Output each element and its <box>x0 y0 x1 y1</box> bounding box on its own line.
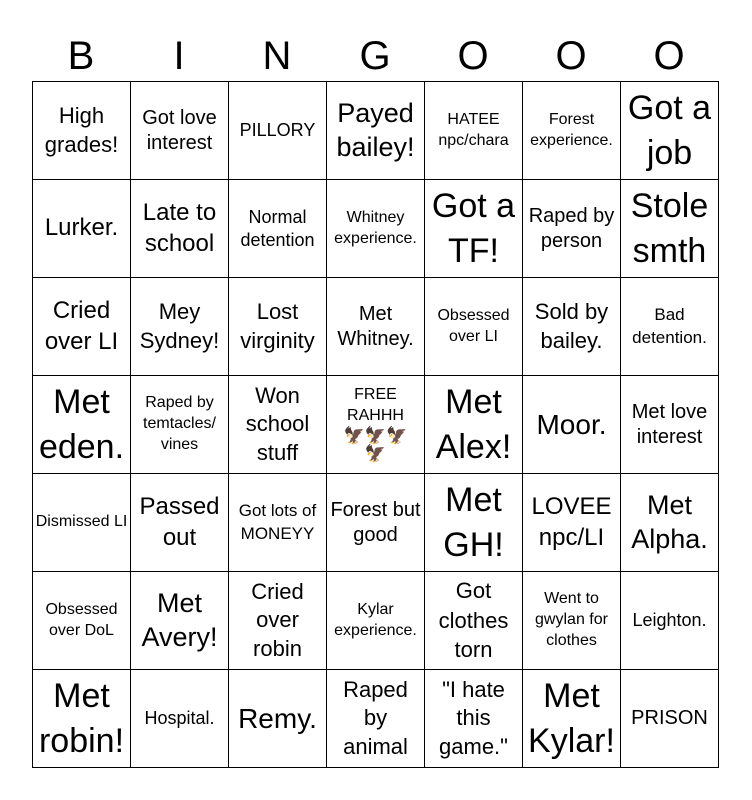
cell-text: Hospital. <box>144 708 215 729</box>
cell-text: Met GH! <box>443 481 504 564</box>
cell-text: Late to school <box>142 198 217 257</box>
bingo-cell[interactable] <box>523 278 621 376</box>
header-letter-b: B <box>67 34 95 78</box>
cell-text: Cried over LI <box>44 296 119 355</box>
cell-text: Met love interest <box>631 400 708 448</box>
bingo-cell[interactable] <box>621 180 719 278</box>
bingo-cell[interactable] <box>327 180 425 278</box>
cell-text: Raped by temtacles/ vines <box>143 394 216 453</box>
cell-text: Kylar experience. <box>334 600 417 639</box>
bingo-cell[interactable] <box>229 278 327 376</box>
bingo-cell[interactable] <box>131 278 229 376</box>
bingo-cell[interactable] <box>327 82 425 180</box>
free-space-label: FREE RAHHH <box>347 386 404 424</box>
cell-text: Lurker. <box>44 214 119 242</box>
cell-text: PRISON <box>631 707 708 729</box>
cell-text: HATEE npc/chara <box>438 110 509 149</box>
cell-text: Leighton. <box>632 610 707 631</box>
cell-text: Passed out <box>139 492 220 551</box>
cell-text: Obsessed over LI <box>437 306 510 345</box>
cell-text: LOVEE npc/LI <box>531 492 612 551</box>
bingo-header <box>32 30 718 82</box>
bingo-cell[interactable] <box>523 670 621 768</box>
bingo-cell[interactable] <box>523 82 621 180</box>
bingo-cell[interactable] <box>425 376 523 474</box>
bingo-cell[interactable] <box>523 474 621 572</box>
cell-text: Raped by animal <box>343 676 408 759</box>
bingo-cell[interactable] <box>229 180 327 278</box>
bingo-cell[interactable] <box>131 474 229 572</box>
cell-text: Mey Sydney! <box>139 298 220 353</box>
cell-text: Got a TF! <box>431 187 516 270</box>
cell-text: Moor. <box>536 408 607 440</box>
bingo-cell[interactable] <box>131 82 229 180</box>
bingo-cell[interactable] <box>621 278 719 376</box>
cell-text: Got a job <box>627 89 712 172</box>
bingo-cell[interactable] <box>621 670 719 768</box>
bingo-cell[interactable] <box>33 82 131 180</box>
cell-text: Got lots of MONEYY <box>238 501 317 543</box>
cell-text: Got clothes torn <box>438 577 509 663</box>
cell-text: Payed bailey! <box>336 97 415 162</box>
bingo-cell[interactable] <box>425 82 523 180</box>
bingo-cell[interactable] <box>327 278 425 376</box>
cell-text: "I hate this game." <box>439 676 508 759</box>
bingo-cell[interactable] <box>131 572 229 670</box>
header-letter-g: G <box>359 34 391 78</box>
bingo-cell[interactable] <box>229 82 327 180</box>
cell-text: Normal detention <box>240 207 315 250</box>
bingo-cell[interactable] <box>327 572 425 670</box>
free-space-content <box>329 385 422 464</box>
bingo-cell[interactable] <box>229 376 327 474</box>
bingo-board <box>32 81 719 768</box>
bingo-cell[interactable] <box>621 572 719 670</box>
bingo-cell[interactable] <box>33 572 131 670</box>
cell-text: Forest experience. <box>530 110 613 149</box>
cell-text: Met Avery! <box>141 587 218 652</box>
bingo-cell[interactable] <box>33 474 131 572</box>
free-space[interactable] <box>327 376 425 474</box>
bingo-cell[interactable] <box>33 670 131 768</box>
bingo-cell[interactable] <box>229 572 327 670</box>
header-letter-o-2: O <box>555 34 587 78</box>
cell-text: Lost virginity <box>240 298 315 353</box>
cell-text: Met eden. <box>38 383 125 466</box>
bingo-cell[interactable] <box>523 180 621 278</box>
bingo-cell[interactable] <box>131 670 229 768</box>
cell-text: Met Alpha. <box>631 489 708 554</box>
bingo-cell[interactable] <box>425 180 523 278</box>
bingo-cell[interactable] <box>425 474 523 572</box>
bingo-cell[interactable] <box>131 180 229 278</box>
cell-text: Got love interest <box>142 106 217 154</box>
cell-text: Remy. <box>238 702 317 734</box>
bingo-cell[interactable] <box>621 376 719 474</box>
cell-text: Obsessed over DoL <box>45 600 118 639</box>
bingo-cell[interactable] <box>327 474 425 572</box>
cell-text: Cried over robin <box>251 578 304 661</box>
cell-text: Whitney experience. <box>334 208 417 247</box>
eagle-icons: 🦅🦅🦅🦅 <box>343 425 408 464</box>
cell-text: Went to gwylan for clothes <box>535 590 608 649</box>
cell-text: High grades! <box>44 102 119 157</box>
cell-text: Stole smth <box>630 187 709 270</box>
header-letter-o-3: O <box>653 34 685 78</box>
bingo-cell[interactable] <box>229 670 327 768</box>
bingo-cell[interactable] <box>621 82 719 180</box>
cell-text: Raped by person <box>528 204 615 252</box>
bingo-cell[interactable] <box>33 376 131 474</box>
cell-text: PILLORY <box>239 120 316 141</box>
bingo-cell[interactable] <box>425 670 523 768</box>
bingo-cell[interactable] <box>131 376 229 474</box>
cell-text: Met Whitney. <box>337 302 414 350</box>
cell-text: Met Alex! <box>435 383 512 466</box>
bingo-cell[interactable] <box>425 572 523 670</box>
bingo-cell[interactable] <box>33 278 131 376</box>
header-letter-n: N <box>262 34 292 78</box>
cell-text: Sold by bailey. <box>534 298 609 353</box>
cell-text: Forest but good <box>330 498 421 546</box>
bingo-cell[interactable] <box>621 474 719 572</box>
header-letter-i: I <box>173 34 185 78</box>
cell-text: Met robin! <box>38 677 125 760</box>
bingo-cell[interactable] <box>523 376 621 474</box>
cell-text: Bad detention. <box>632 305 707 347</box>
cell-text: Met Kylar! <box>528 677 615 760</box>
bingo-cell[interactable] <box>229 474 327 572</box>
cell-text: Dismissed LI <box>35 513 128 531</box>
bingo-cell[interactable] <box>33 180 131 278</box>
cell-text: Won school stuff <box>245 382 310 465</box>
bingo-cell[interactable] <box>327 670 425 768</box>
header-letter-o-1: O <box>457 34 489 78</box>
bingo-cell[interactable] <box>523 572 621 670</box>
bingo-cell[interactable] <box>425 278 523 376</box>
